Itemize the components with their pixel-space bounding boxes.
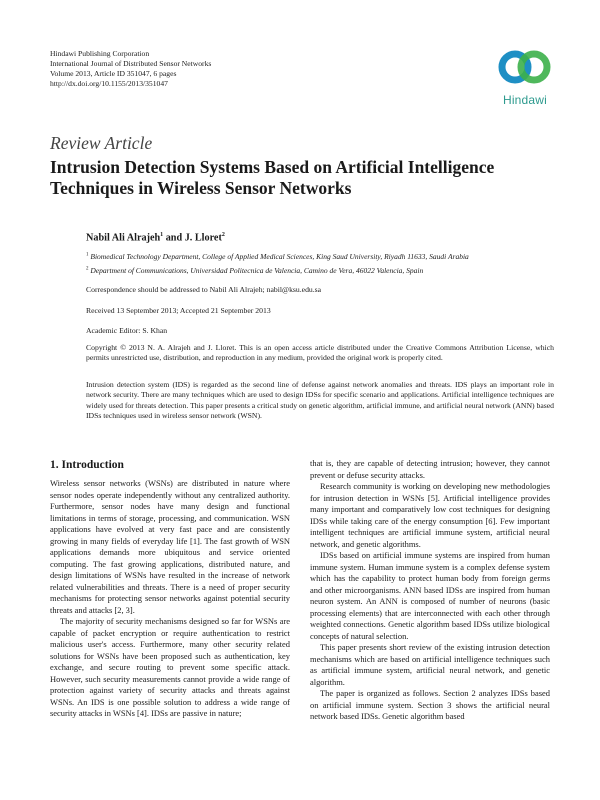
journal-header: [50, 49, 211, 89]
affiliation-marker: 1: [160, 232, 164, 238]
article-type: Review Article: [50, 133, 153, 153]
hindawi-logo: [494, 44, 556, 108]
article-title: Intrusion Detection Systems Based on Artificial Intelligence Techniques in Wireless Sensor Networks: [50, 157, 495, 198]
affiliation-number: 1: [86, 252, 89, 258]
hindawi-logo-icon: [494, 44, 556, 90]
academic-editor: Academic Editor: S. Khan: [86, 326, 168, 335]
correspondence-note: Correspondence should be addressed to Nabil Ali Alrajeh; nabil@ksu.edu.sa: [86, 285, 322, 294]
journal-name: International Journal of Distributed Sensor Networks: [50, 59, 212, 68]
copyright-notice: Copyright © 2013 N. A. Alrajeh and J. Lloret. This is an open access article distributed under the Creative Commons Attribution License, which permits unrestricted use, distribution, and reproduction in any medium, provided the original work is properly cited.: [86, 343, 554, 363]
affiliation: [86, 252, 469, 261]
publisher-name: Hindawi Publishing Corporation: [50, 49, 150, 58]
affiliation-number: 2: [86, 266, 89, 272]
body-paragraph: This paper presents short review of the existing intrusion detection mechanisms which are based on artificial intelligence techniques such as artificial immune system, artificial neural network, and genetic algorithm.: [310, 642, 550, 687]
body-paragraph: Research community is working on developing new methodologies for intrusion detection in WSNs [5]. Artificial intelligence provides many important and comparatively low cost techniques for designing IDSs while taking care of the energy consumption [6]. Few important intelligent techniques are artificial immune system, artificial neural network, and genetic algorithms.: [310, 481, 550, 549]
section-heading: 1. Introduction: [50, 459, 124, 471]
received-accepted-dates: Received 13 September 2013; Accepted 21 September 2013: [86, 306, 271, 315]
author-conjunction: and: [163, 232, 185, 244]
affiliation-text: Biomedical Technology Department, College of Applied Medical Sciences, King Saud University, Riyadh 11633, Saudi Arabia: [90, 252, 469, 261]
affiliation-marker: 2: [221, 232, 225, 238]
author-line: [86, 232, 225, 243]
abstract: Intrusion detection system (IDS) is regarded as the second line of defense against network anomalies and threats. IDS plays an important role in network security. There are many techniques which are used to design IDSs for specific scenario and applications. Artificial intelligence techniques are widely used for threats detection. This paper presents a critical study on genetic algorithm, artificial immune, and artificial neural network (ANN) based IDSs techniques used in wireless sensor network (WSN).: [86, 380, 554, 421]
body-paragraph: The paper is organized as follows. Section 2 analyzes IDSs based on artificial immune system. Section 3 shows the artificial neural network based IDSs. Genetic algorithm based: [310, 688, 550, 721]
right-column: [310, 458, 550, 723]
hindawi-logo-text: Hindawi: [502, 93, 548, 107]
body-paragraph: The majority of security mechanisms designed so far for WSNs are capable of packet encryption or require authentication to restrict malicious user's access. Furthermore, many other security related solutions for WSNs have been proposed such as authentication, key exchange, and secure routing to prevent some specific attack. However, such security measurements cannot provide a wide range of protection against variety of security attacks and threats against WSNs. An IDS is one possible solution to address a wide range of security attacks in WSNs [4]. IDSs are passive in nature;: [50, 616, 290, 718]
author-name: Nabil Ali Alrajeh: [86, 232, 161, 244]
affiliation-text: Department of Communications, Universidad Politecnica de Valencia, Camino de Vera, 46022 Valencia, Spain: [90, 266, 424, 275]
volume-info: Volume 2013, Article ID 351047, 6 pages: [50, 69, 177, 78]
left-column: [50, 458, 290, 720]
doi-link[interactable]: http://dx.doi.org/10.1155/2013/351047: [50, 79, 168, 88]
body-paragraph: that is, they are capable of detecting intrusion; however, they cannot prevent or defuse security attacks.: [310, 458, 550, 480]
body-paragraph: Wireless sensor networks (WSNs) are distributed in nature where sensor nodes operate independently without any centralized authority. Furthermore, sensor nodes have many design and functional limitations in terms of storage, processing, and communication. WSN applications have evolved at very fast pace and are consistently growing in many fields of everyday life [1]. The fast growth of WSN applications demands more ubiquitous and service oriented computing. The fast growing applications, distributed nature, and design limitations of WSNs have resulted in the increase of network related vulnerabilities and threats. There is a need of proper security mechanisms for protecting sensor networks against potential security threats and attacks [2, 3].: [50, 478, 290, 615]
affiliation: [86, 266, 423, 275]
body-paragraph: IDSs based on artificial immune systems are inspired from human immune system. Human immune system is a complex defense system which has the capability to protect human body from foreign germs and other microorganisms. ANN based IDSs are inspired from human neuron system. An ANN is composed of number of neurons (basic processing elements) that are interconnected with each other through weighted connections. Genetic algorithm based IDSs utilize biological concepts of natural selection.: [310, 550, 550, 641]
author-name: J. Lloret: [184, 232, 222, 244]
